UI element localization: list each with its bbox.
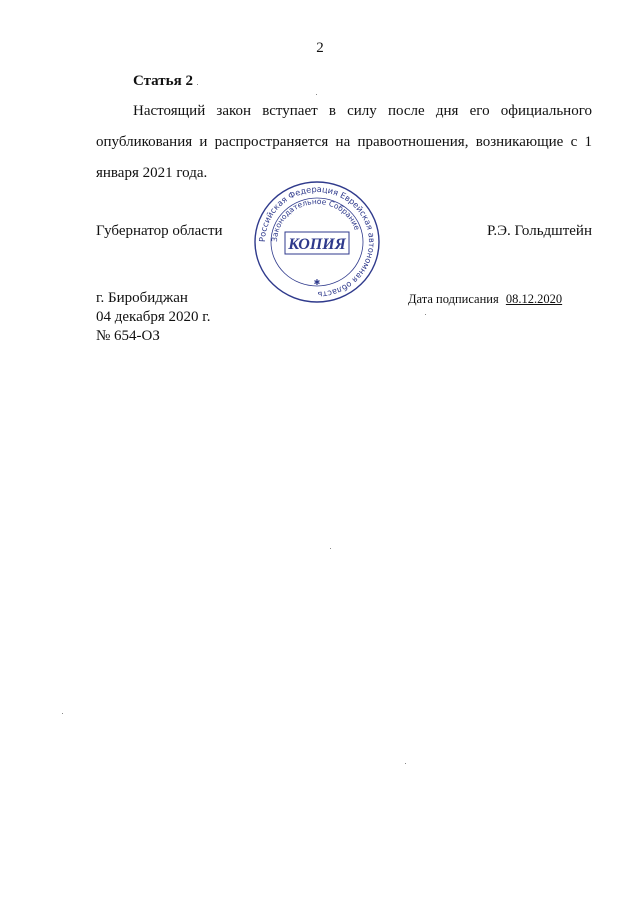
signatory-position: Губернатор области: [96, 223, 223, 239]
city: г. Биробиджан: [96, 290, 188, 306]
place-date-block: [96, 289, 211, 346]
seal-star-icon: ✱: [313, 278, 321, 287]
signing-date: [408, 292, 562, 307]
signing-date-label: Дата подписания: [408, 292, 499, 306]
official-seal-icon: [253, 180, 381, 304]
seal-inner-textpath: Законодательное Собрание: [269, 196, 362, 243]
article-title: Статья 2: [133, 73, 193, 89]
signing-date-value: 08.12.2020: [505, 292, 563, 306]
seal-center-text: КОПИЯ: [288, 236, 346, 253]
page-number: 2: [316, 40, 324, 56]
law-number: № 654-ОЗ: [96, 328, 160, 344]
law-date: 04 декабря 2020 г.: [96, 309, 211, 325]
signatory-name: Р.Э. Гольдштейн: [486, 223, 592, 239]
article-text: Настоящий закон вступает в силу после дня его официального опубликования и распространяется на правоотношения, возникающие с 1 января 2021 года.: [96, 103, 592, 181]
seal-outer-textpath: Российская Федерация Еврейская автономная область: [256, 183, 378, 301]
